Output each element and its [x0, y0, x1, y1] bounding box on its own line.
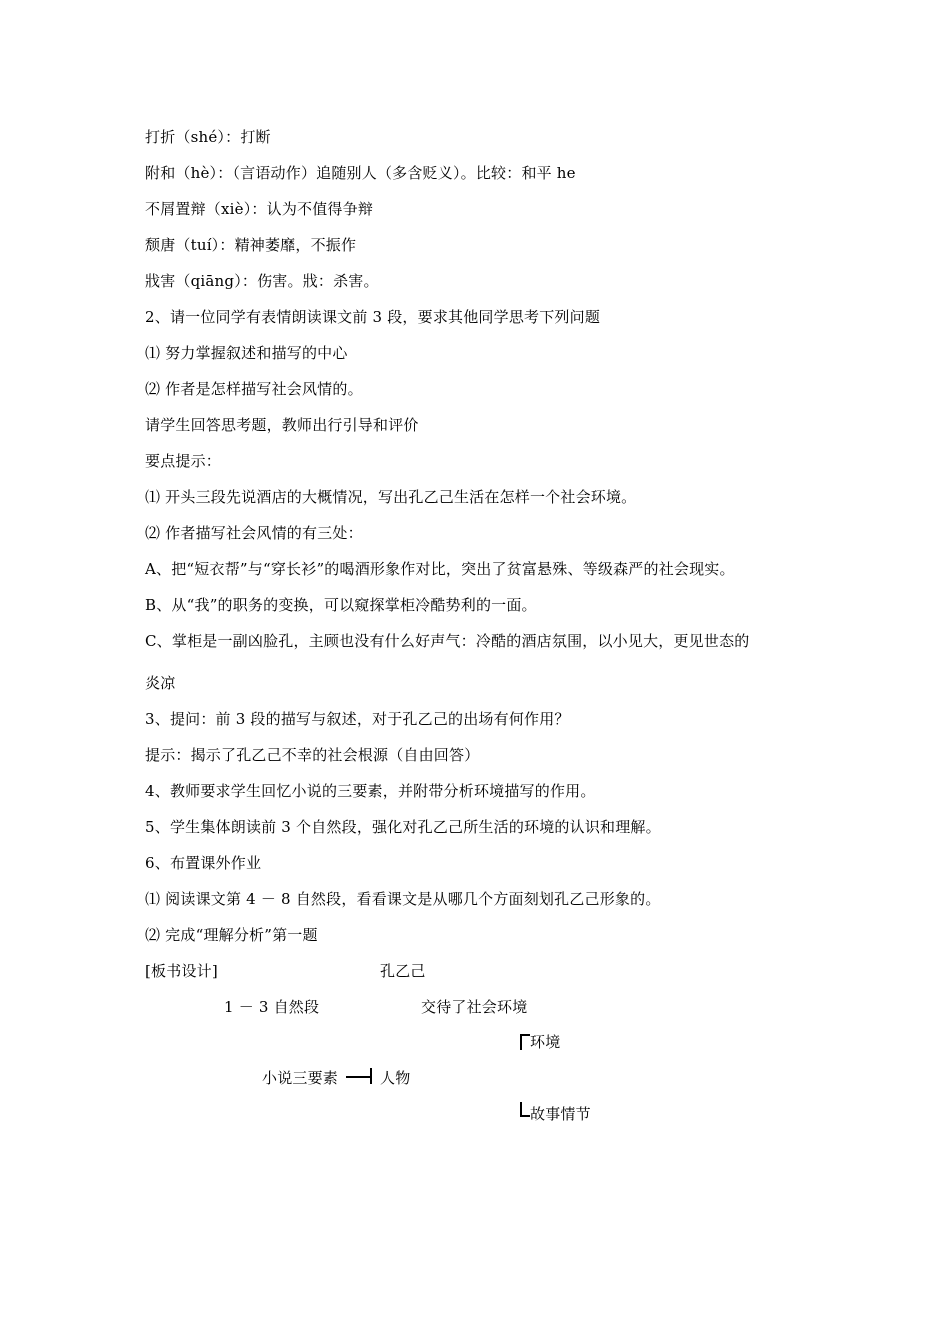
- body-paragraph: 4、教师要求学生回忆小说的三要素，并附带分析环境描写的作用。: [145, 782, 596, 800]
- body-paragraph: 要点提示：: [145, 452, 222, 470]
- connector-line-icon: [346, 1076, 370, 1078]
- body-paragraph: 6、布置课外作业: [145, 854, 262, 872]
- body-paragraph: C、掌柜是一副凶脸孔，主顾也没有什么好声气：冷酷的酒店氛围，以小见大，更见世态的: [145, 632, 750, 650]
- board-design-label: [板书设计]: [145, 962, 218, 980]
- element-environment: 环境: [530, 1033, 561, 1051]
- vocab-line: 戕害（qiāng）：伤害。戕：杀害。: [145, 272, 379, 290]
- vocab-line: 打折（shé）：打断: [145, 128, 271, 146]
- vocab-line: 附和（hè）：（言语动作）追随别人（多含贬义）。比较：和平 he: [145, 164, 576, 182]
- body-paragraph: ⑴ 阅读课文第 4 － 8 自然段，看看课文是从哪几个方面刻划孔乙己形象的。: [145, 890, 661, 908]
- board-title: 孔乙己: [380, 962, 426, 980]
- body-paragraph: 2、请一位同学有表情朗读课文前 3 段，要求其他同学思考下列问题: [145, 308, 601, 326]
- body-paragraph: 5、学生集体朗读前 3 个自然段，强化对孔乙己所生活的环境的认识和理解。: [145, 818, 661, 836]
- vocab-line: 不屑置辩（xiè）：认为不值得争辩: [145, 200, 374, 218]
- body-paragraph: 提示：揭示了孔乙己不幸的社会根源（自由回答）: [145, 746, 480, 764]
- element-character: 人物: [380, 1069, 411, 1087]
- body-paragraph: A、把“短衣帮”与“穿长衫”的喝酒形象作对比，突出了贫富悬殊、等级森严的社会现实。: [145, 560, 735, 578]
- board-section: 1 － 3 自然段: [224, 998, 320, 1016]
- body-paragraph: ⑵ 完成“理解分析”第一题: [145, 926, 318, 944]
- body-paragraph: 炎凉: [145, 674, 176, 692]
- board-section-note: 交待了社会环境: [421, 998, 528, 1016]
- element-plot: 故事情节: [530, 1105, 591, 1123]
- vocab-line: 颓唐（tuí）：精神萎靡，不振作: [145, 236, 357, 254]
- body-paragraph: 3、提问：前 3 段的描写与叙述，对于孔乙己的出场有何作用？: [145, 710, 570, 728]
- bracket-bottom-icon: [520, 1102, 530, 1117]
- connector-tick-icon: [370, 1068, 372, 1084]
- elements-label: 小说三要素: [262, 1069, 339, 1087]
- body-paragraph: ⑴ 开头三段先说酒店的大概情况，写出孔乙己生活在怎样一个社会环境。: [145, 488, 637, 506]
- body-paragraph: B、从“我”的职务的变换，可以窥探掌柜冷酷势利的一面。: [145, 596, 537, 614]
- body-paragraph: 请学生回答思考题，教师出行引导和评价: [145, 416, 419, 434]
- body-paragraph: ⑴ 努力掌握叙述和描写的中心: [145, 344, 348, 362]
- body-paragraph: ⑵ 作者描写社会风情的有三处：: [145, 524, 363, 542]
- body-paragraph: ⑵ 作者是怎样描写社会风情的。: [145, 380, 363, 398]
- bracket-top-icon: [520, 1034, 530, 1050]
